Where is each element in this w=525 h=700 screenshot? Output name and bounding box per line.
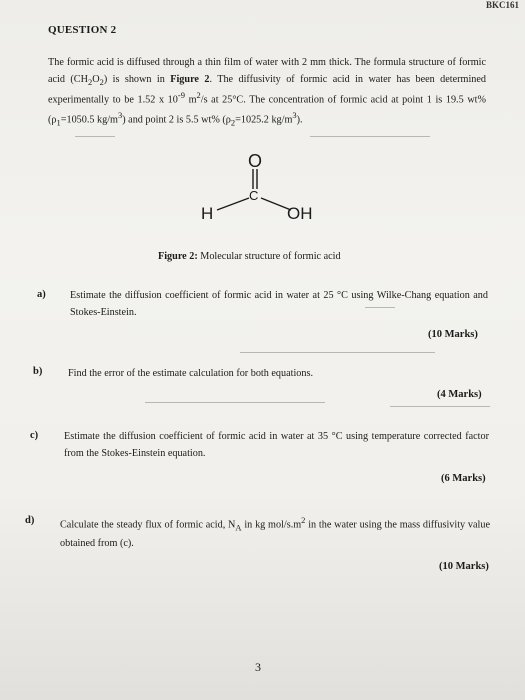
part-c-marks: (6 Marks) [441,473,486,484]
page-number: 3 [255,660,261,674]
pencil-underline [310,136,430,137]
part-b-text: Find the error of the estimate calculation for both equations. [68,368,313,379]
oxygen-atom: O [248,153,263,171]
hydrogen-atom: H [201,204,214,223]
question-intro: The formic acid is diffused through a thin film of water with 2 mm thick. The formula structure of formic acid $(CH_2O_2)$ is shown in Figure 2. The diffusivity of formic acid in water has been determined experimentally to be 1.52 x $10^{-9}$ $m^2/s$ at 25°C. The concentration of formic acid at point 1 is 19.5 wt% ($\rho_1=1050.5$ $kg/m^3$) and point 2 is 5.5 wt% ($\rho_2=1025.2$ $kg/m^3$). [48,57,486,128]
part-a-text: Estimate the diffusion coefficient of formic acid in water at 25 °C using Wilke-Chang equation and Stokes-Einstein. [70,290,488,319]
pencil-underline [145,402,325,403]
part-c-label: c) [30,430,39,441]
hydroxyl-group: OH [287,204,313,223]
part-c-text: Estimate the diffusion coefficient of formic acid in water at 35 °C using temperature corrected factor from the Stokes-Einstein equation. [64,431,489,460]
page-corner-code: BKC161 [485,0,519,10]
part-b-marks: (4 Marks) [437,389,482,400]
formic-acid-structure [195,153,335,228]
pencil-underline [75,136,115,137]
pencil-underline [240,352,435,353]
part-d-label: d) [25,515,35,526]
part-b-label: b) [33,366,43,377]
carbon-atom: C [249,188,259,203]
figure-reference: Figure 2 [170,73,210,85]
part-a-label: a) [37,289,46,300]
part-d-text: Calculate the steady flux of formic acid, $N_A$ in kg mol/$s.m^2$ in the water using the mass diffusivity value obtained from (c). [60,515,490,549]
figure-caption: Figure 2: Molecular structure of formic acid [158,251,341,262]
pencil-underline [390,406,490,407]
part-a-marks: (10 Marks) [428,329,478,340]
question-title: QUESTION 2 [48,24,117,36]
pencil-underline [365,307,395,308]
part-d-marks: (10 Marks) [439,561,489,572]
